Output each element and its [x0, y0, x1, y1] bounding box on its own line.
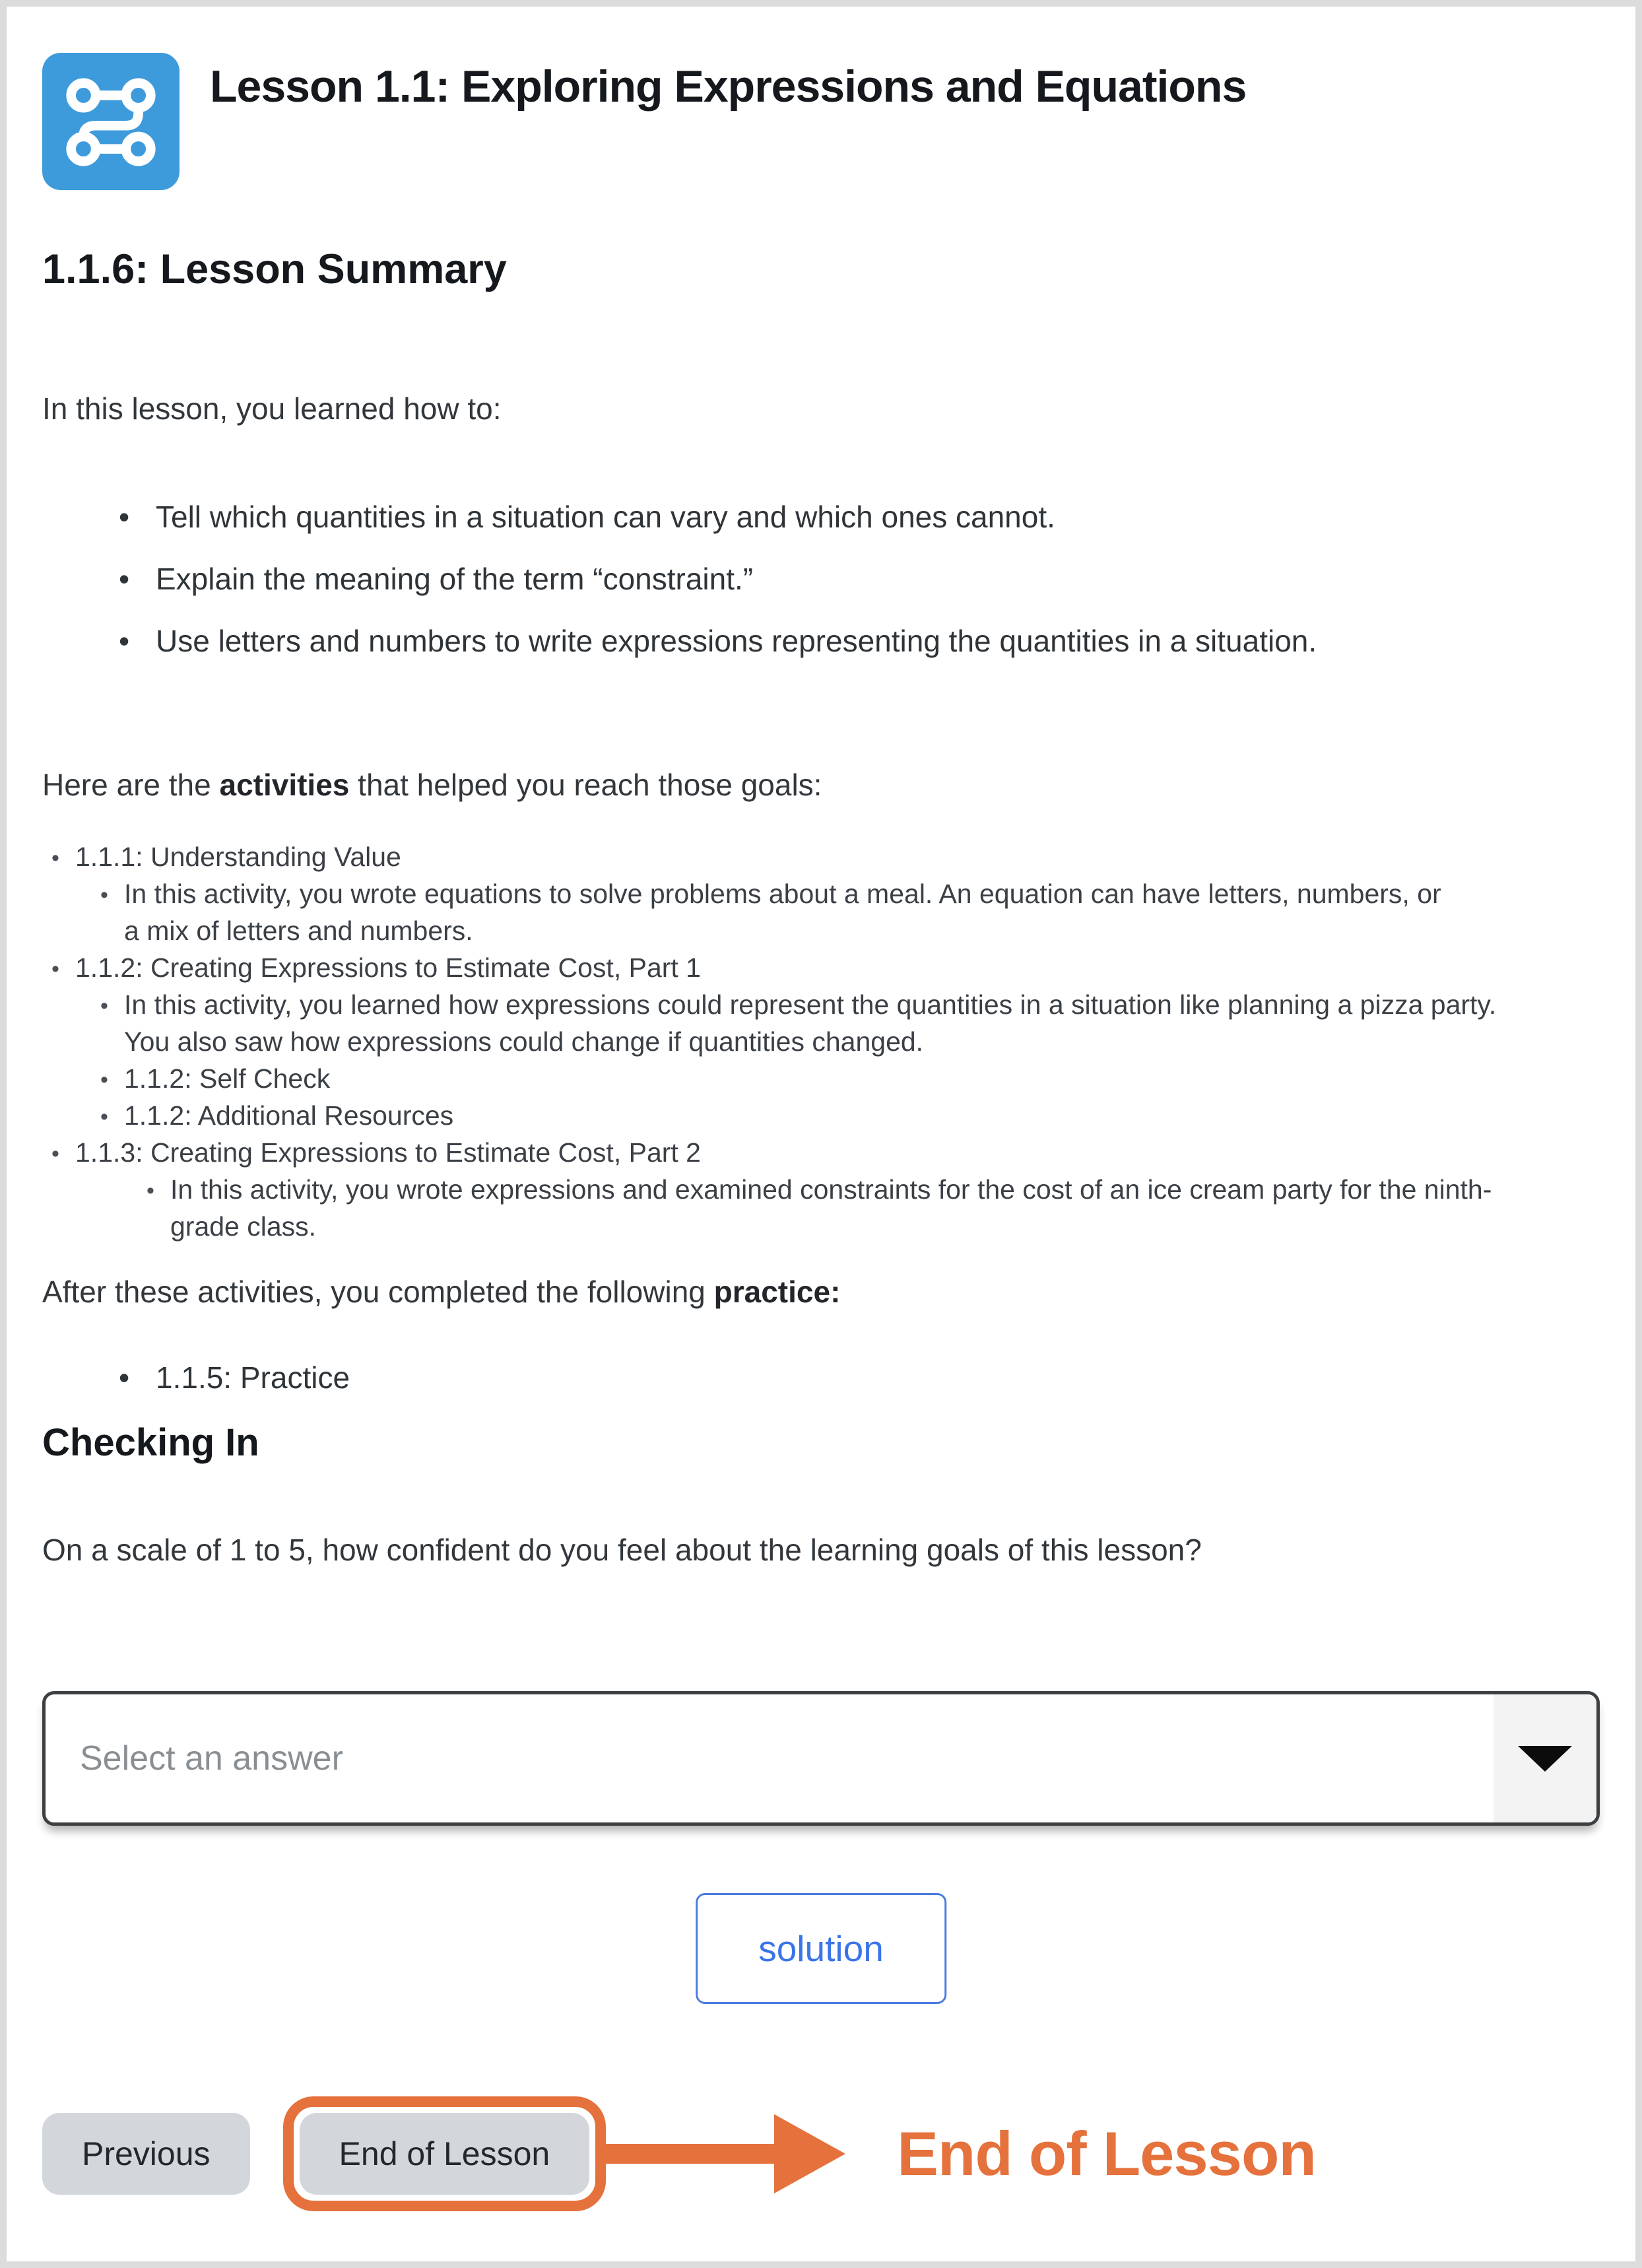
- section-heading-lesson-summary: 1.1.6: Lesson Summary: [42, 246, 507, 292]
- answer-dropdown[interactable]: [42, 1691, 1600, 1826]
- lesson-intro-text: In this lesson, you learned how to:: [42, 391, 502, 426]
- learning-goal: • Use letters and numbers to write expressions representing the quantities in a situation.: [156, 610, 1317, 672]
- learning-goals-list: [42, 486, 1317, 672]
- section-heading-checking-in: Checking In: [42, 1421, 259, 1464]
- practice-intro-pre: After these activities, you completed the following: [42, 1275, 714, 1309]
- learning-goal: • Tell which quantities in a situation can vary and which ones cannot.: [156, 486, 1317, 548]
- annotation-label: End of Lesson: [897, 2119, 1316, 2188]
- activities-intro-post: that helped you reach those goals:: [349, 768, 822, 802]
- answer-dropdown-placeholder: Select an answer: [80, 1739, 343, 1778]
- solution-button[interactable]: solution: [696, 1893, 946, 2004]
- activity-item: • 1.1.2: Creating Expressions to Estimate Cost, Part 1: [42, 949, 1510, 986]
- activities-intro-text: [42, 767, 822, 803]
- activity-description: • In this activity, you wrote equations to solve problems about a meal. An equation can have letters, numbers, or a mix of letters and numbers.: [42, 875, 1444, 949]
- activity-item: • 1.1.2: Additional Resources: [42, 1097, 1510, 1134]
- practice-intro-bold: practice:: [713, 1275, 841, 1309]
- lesson-route-icon: [42, 53, 180, 190]
- annotation-arrow-line: [606, 2144, 774, 2164]
- end-of-lesson-button[interactable]: End of Lesson: [300, 2113, 590, 2195]
- learning-goal: • Explain the meaning of the term “constraint.”: [156, 548, 1317, 610]
- activity-item: • 1.1.1: Understanding Value: [42, 838, 1510, 875]
- activities-intro-pre: Here are the: [42, 768, 220, 802]
- activity-description: • In this activity, you wrote expressions and examined constraints for the cost of an ice cream party for the ninth-grade class.: [42, 1171, 1510, 1245]
- page-title: Lesson 1.1: Exploring Expressions and Equations: [210, 61, 1247, 112]
- activity-item: • 1.1.3: Creating Expressions to Estimate Cost, Part 2: [42, 1134, 1510, 1171]
- previous-button[interactable]: Previous: [42, 2113, 250, 2195]
- dropdown-caret-zone[interactable]: [1494, 1694, 1596, 1822]
- confidence-question: On a scale of 1 to 5, how confident do you feel about the learning goals of this lesson?: [42, 1533, 1202, 1567]
- bottom-navigation: [42, 2096, 1316, 2211]
- activities-intro-bold: activities: [219, 768, 350, 802]
- activity-description: • In this activity, you learned how expressions could represent the quantities in a situation like planning a pizza party. You also saw how expressions could change if quantities changed.: [42, 986, 1510, 1060]
- annotation-arrow-icon: [774, 2114, 845, 2193]
- activity-item: • 1.1.2: Self Check: [42, 1060, 1510, 1097]
- practice-item: • 1.1.5: Practice: [156, 1347, 350, 1409]
- practice-intro-text: [42, 1274, 840, 1310]
- route-icon: [42, 53, 180, 190]
- chevron-down-icon: [1518, 1746, 1572, 1772]
- activities-list: [42, 838, 1510, 1245]
- annotation-highlight-box: [283, 2096, 607, 2211]
- practice-list: [42, 1347, 350, 1409]
